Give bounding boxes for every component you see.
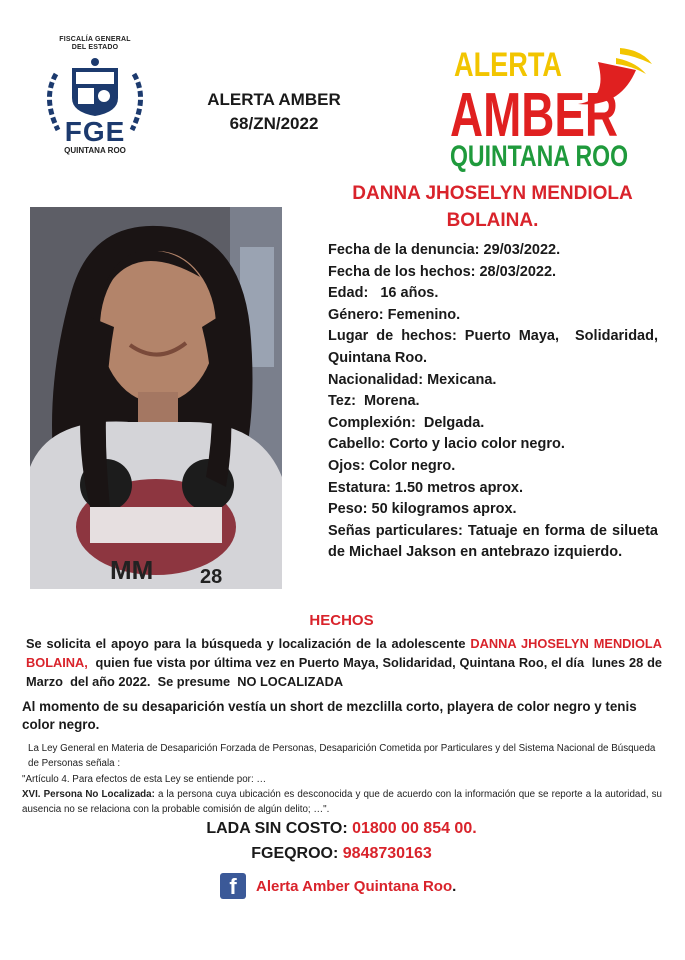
detail-edad: Edad: 16 años. [328,285,439,302]
contact-fge [0,845,683,863]
detail-fecha-hechos: Fecha de los hechos: 28/03/2022. [328,263,557,280]
legal-intro: La Ley General en Materia de Desaparición Forzada de Personas, Desaparición Cometida por Particulares y del Sistema Nacional de Búsqueda de Personas señala : [28,743,656,770]
missing-person-name [300,180,685,234]
person-details [328,240,663,564]
detail-senas: Señas particulares: Tatuaje en forma de silueta de Michael Jakson en antebrazo izquierdo. [328,522,658,561]
detail-ojos: Ojos: Color negro. [328,457,456,474]
person-photo-graphic [30,207,282,589]
facebook-period: . [452,877,457,895]
org-line2: DEL ESTADO [71,44,119,51]
detail-cabello: Cabello: Corto y lacio color negro. [328,436,565,453]
detail-tez: Tez: Morena. [328,393,420,410]
detail-lugar: Lugar de hechos: Puerto Maya, Solidaridad, Quintana Roo. [328,328,663,366]
facebook-link[interactable] [220,872,456,900]
hechos-heading: HECHOS [309,612,374,629]
detail-nacionalidad: Nacionalidad: Mexicana. [328,371,497,388]
fge-number: 9848730163 [342,845,432,862]
name-line2: BOLAINA. [446,210,539,231]
hechos-name: DANNA JHOSELYN MENDIOLA BOLAINA, [26,636,662,670]
facebook-icon: f [220,873,246,899]
org-line1: FISCALÍA GENERAL [59,36,131,43]
name-line1: DANNA JHOSELYN MENDIOLA [352,183,633,204]
detail-fecha-denuncia: Fecha de la denuncia: 29/03/2022. [328,242,561,258]
contact-lada [0,820,683,838]
logo-word-amber: AMBER [450,81,618,150]
facebook-label: Alerta Amber Quintana Roo [256,877,453,895]
hechos-paragraph [26,634,666,691]
alert-line1: ALERTA AMBER [207,90,341,109]
fge-label: FGEQROO: [251,845,343,862]
legal-article: "Artículo 4. Para efectos de esta Ley se entiende por: … [22,773,267,785]
detail-complexion: Complexión: Delgada. [328,414,485,431]
logo-word-alerta: ALERTA [454,46,562,84]
alerta-amber-logo [448,40,658,173]
detail-estatura: Estatura: 1.50 metros aprox. [328,479,524,496]
legal-def-label: XVI. Persona No Localizada: [22,788,155,800]
fge-logo [38,36,152,168]
detail-genero: Género: Femenino. [328,306,461,323]
lada-label: LADA SIN COSTO: [206,820,353,837]
clothing-paragraph: Al momento de su desaparición vestía un short de mezclilla corto, playera de color negro y tenis color negro. [22,699,637,732]
logo-word-quintana-roo: QUINTANA ROO [450,140,628,173]
alert-code [190,88,358,136]
org-abbr: FGE [64,116,126,147]
legal-text [22,741,662,817]
shirt-text: MM [110,555,154,585]
detail-peso: Peso: 50 kilogramos aprox. [328,501,517,518]
hechos-text-b: quien fue vista por última vez en Puerto Maya, Solidaridad, Quintana Roo, el día lunes 28 de Marzo del año 2022. Se presume NO LOCALIZADA [26,655,666,689]
org-state: QUINTANA ROO [64,146,126,155]
hechos-text-a: Se solicita el apoyo para la búsqueda y localización de la adolescente [26,636,471,651]
amber-logo-graphic [448,40,658,173]
alert-line2: 68/ZN/2022 [229,114,319,133]
person-photo [30,207,282,589]
legal-def-text: a la persona cuya ubicación es desconocida y que de acuerdo con la información que se reporte a la autoridad, su ausencia no se relaciona con la probable comisión de algún delito; …". [22,788,662,816]
shirt-number: 28 [200,566,223,588]
lada-number: 01800 00 854 00. [352,820,477,837]
